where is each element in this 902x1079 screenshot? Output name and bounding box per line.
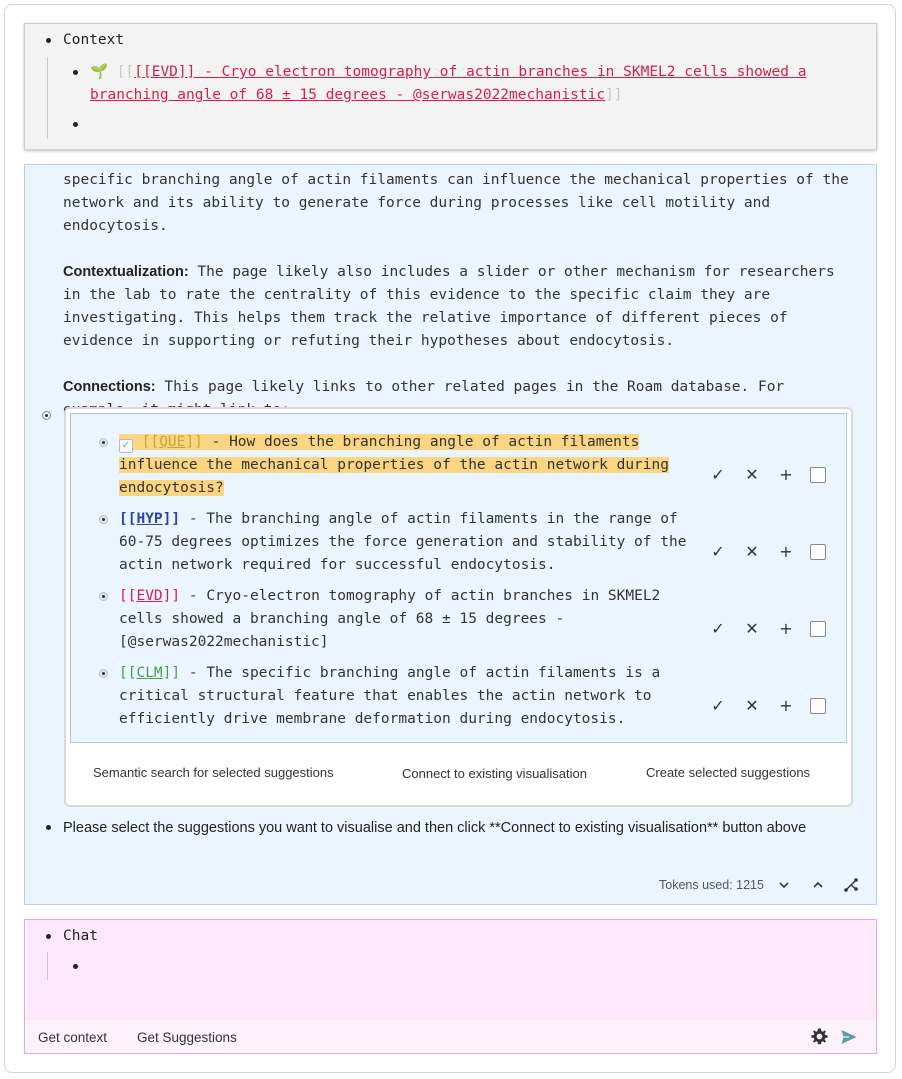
tag-bracket: [[ [119,511,137,527]
semantic-search-button[interactable]: Semantic search for selected suggestions [93,765,334,780]
close-bracket: ]] [605,87,623,103]
tag-clm[interactable]: CLM [136,665,163,681]
reject-icon[interactable]: ✕ [745,542,759,561]
tag-bracket: ]] [162,665,181,681]
reject-icon[interactable]: ✕ [745,696,759,715]
checkbox-icon: ✓ [119,439,133,453]
tag-que[interactable]: QUE [159,434,186,450]
suggestion-bullet[interactable] [99,515,108,524]
suggestion-body: - Cryo-electron tomography of actin branches in SKMEL2 cells showed a branching angle of 68 ± 15 degrees - [@serwas2022mechanistic] [119,588,661,650]
tag-bracket: ]] [162,588,181,604]
add-icon[interactable]: + [779,465,793,484]
suggestion-text [119,431,689,500]
suggestion-bullet[interactable] [99,669,108,678]
suggestion-text [119,585,689,654]
response-paragraph [63,261,853,353]
create-suggestions-button[interactable]: Create selected suggestions [646,765,811,780]
chevron-down-icon[interactable] [778,879,790,891]
bullet [46,934,51,939]
connect-visualisation-button[interactable]: Connect to existing visualisation [402,766,587,781]
bullet [46,825,51,830]
accept-icon[interactable]: ✓ [711,542,725,561]
accept-icon[interactable]: ✓ [711,465,725,484]
contextualization-label: Contextualization: [63,264,189,280]
instruction-note: Please select the suggestions you want to visualise and then click **Connect to existing visualisation** button above [63,820,807,836]
tag-bracket: ]] [162,511,181,527]
thread-line [47,952,48,980]
suggestions-bullet[interactable] [42,411,51,420]
evidence-link[interactable]: [[EVD]] - Cryo electron tomography of actin branches in SKMEL2 cells showed a branching angle of 68 ± 15 degrees - @serwas2022mechanistic [90,64,807,103]
empty-bullet[interactable] [73,122,78,127]
suggestion-actions [709,696,839,716]
send-icon[interactable] [840,1028,858,1046]
gear-icon[interactable] [810,1027,829,1046]
select-checkbox[interactable] [810,698,826,714]
tag-bracket: [[ [119,665,137,681]
bullet [46,38,51,43]
add-icon[interactable]: + [779,696,793,715]
add-icon[interactable]: + [779,542,793,561]
context-title: Context [63,32,125,48]
suggestion-body: - How does the branching angle of actin filaments influence the mechanical properties of the actin network during endocytosis? [119,434,669,496]
context-block [24,23,877,150]
contextualization-text: The page likely also includes a slider or other mechanism for researchers in the lab to rate the centrality of this evidence to the specific claim they are investigating. This helps them track the relative importance of different pieces of evidence in supporting or refuting their hypotheses about endocytosis. [63,264,835,349]
suggestion-actions [709,542,839,562]
select-checkbox[interactable] [810,621,826,637]
reject-icon[interactable]: ✕ [745,465,759,484]
thread-line [47,57,48,139]
chat-block [24,919,877,1054]
accept-icon[interactable]: ✓ [711,696,725,715]
select-checkbox[interactable] [810,467,826,483]
tag-bracket: [[ [141,434,160,450]
connections-text: This page likely links to other related pages in the Roam database. For [164,379,785,395]
suggestion-text [119,508,689,577]
reject-icon[interactable]: ✕ [745,619,759,638]
chat-title: Chat [63,928,98,944]
highlighted-suggestion [119,434,669,496]
suggestion-text [119,662,689,731]
add-icon[interactable]: + [779,619,793,638]
suggestion-body: - The specific branching angle of actin filaments is a critical structural feature that enables the actin network to efficiently drive membrane deformation during endocytosis. [119,665,661,727]
tag-hyp[interactable]: HYP [136,511,163,527]
open-bracket: [[ [116,64,135,80]
suggestion-bullet[interactable] [99,438,108,447]
tag-evd[interactable]: EVD [136,588,163,604]
chat-footer [25,1020,876,1053]
response-paragraph: specific branching angle of actin filaments can influence the mechanical properties of the network and its ability to generate force during processes like cell motility and endocytosis. [63,172,849,234]
suggestions-list [70,413,847,743]
bullet [73,70,78,75]
suggestion-actions [709,619,839,639]
sprout-icon: 🌱 [90,64,109,80]
response-text [63,169,853,445]
graph-connect-icon[interactable] [843,877,859,893]
tag-bracket: [[ [119,588,137,604]
tag-bracket: ]] [185,434,203,450]
accept-icon[interactable]: ✓ [711,619,725,638]
suggestion-body: - The branching angle of actin filaments in the range of 60-75 degrees optimizes the force generation and stability of the actin network required for successful endocytosis. [119,511,687,573]
suggestion-actions [709,465,839,485]
connections-label: Connections: [63,379,156,395]
get-suggestions-button[interactable]: Get Suggestions [137,1030,237,1045]
empty-bullet[interactable] [73,964,78,969]
tokens-used: Tokens used: 1215 [659,878,764,892]
get-context-button[interactable]: Get context [38,1030,108,1045]
suggestion-bullet[interactable] [99,592,108,601]
select-checkbox[interactable] [810,544,826,560]
chevron-up-icon[interactable] [812,879,824,891]
response-block [24,164,877,905]
suggestions-panel [64,407,853,807]
context-evidence-ref[interactable] [90,61,810,107]
